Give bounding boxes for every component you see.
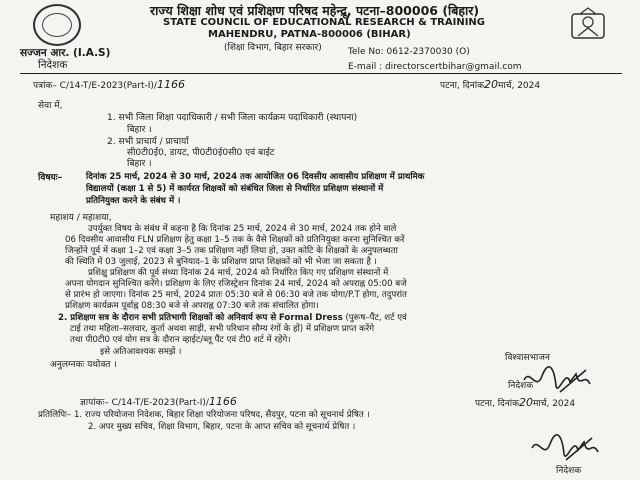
memo-date-day: 20 (519, 396, 534, 409)
para-2-line-3: से प्रारंभ हो जाएगा। दिनांक 25 मार्च, 2024 प्रातः 05:30 बजे से 06:30 बजे तक योगा/P.T होगा, तदुपरांत (65, 290, 407, 300)
bihar-seal-icon (568, 6, 608, 44)
header-title-hindi: राज्य शिक्षा शोध एवं प्रशिक्षण परिषद महेन्द्रू, पटना–800006 (बिहार) (150, 3, 480, 18)
email-address: E-mail : directorscertbihar@gmail.com (348, 62, 522, 72)
subject-line-1: दिनांक 25 मार्च, 2024 से 30 मार्च, 2024 तक आयोजित 06 दिवसीय आवासीय प्रशिक्षण में प्राथमिक (86, 172, 425, 182)
para-1-line-3: जिन्होंने पूर्व में कक्षा 1–2 एवं कक्षा 3–5 तक प्रशिक्षण नहीं लिया हो, उक्त कोटि के शिक्षकों के अनुपलब्धता (65, 246, 398, 256)
para-4: इसे अतिआवश्यक समझें । (100, 347, 182, 357)
header-divider (20, 73, 622, 74)
para-3-line-1-start: 2. प्रशिक्षण सत्र के दौरान सभी प्रतिभागी शिक्षकों को अनिवार्य रूप से (58, 313, 277, 323)
header-subtitle: (शिक्षा विभाग, बिहार सरकार) (224, 43, 322, 53)
letter-number-handwritten: 1166 (156, 78, 185, 91)
nideshak-label-1: निदेशक (508, 381, 534, 391)
para-3-line-1-end: (पुरूष–पैंट, शर्ट एवं (345, 313, 407, 323)
nideshak-label-2: निदेशक (556, 466, 582, 476)
memo-number-handwritten: 1166 (208, 395, 237, 408)
para-1-line-1: उपर्युक्त विषय के संबंध में कहना है कि दिनांक 25 मार्च, 2024 से 30 मार्च, 2024 तक होने वाले (88, 224, 397, 234)
para-2-line-4: प्रशिक्षण कार्यक्रम पूर्वाह्न 08:30 बजे से अपराह्न 07:30 बजे तक संचालित होगा। (65, 301, 319, 311)
memo-date-suffix: मार्च, 2024 (533, 399, 576, 409)
salutation: महाशय / महाशया, (50, 213, 112, 223)
para-2-line-1: प्रशिक्षु प्रशिक्षण की पूर्व संध्या दिनांक 24 मार्च, 2024 को निर्धारित किए गए प्रशिक्षण संस्थानों में (88, 268, 389, 278)
header-title-english: STATE COUNCIL OF EDUCATIONAL RESEARCH & TRAINING (163, 17, 486, 28)
para-1-line-4: की स्थिति में 03 जुलाई, 2023 से बुनियाद–1 के प्रशिक्षण प्राप्त शिक्षकों को भी भेजा जा सकता है । (65, 257, 377, 267)
addressee-2-line-3: बिहार । (127, 159, 152, 169)
copy-line-1: प्रतिलिपिः– 1. राज्य परियोजना निदेशक, बिहार शिक्षा परियोजना परिषद, सैदपुर, पटना को सूचनार्थ प्रेषित । (38, 410, 370, 420)
copy-line-2: 2. अपर मुख्य सचिव, शिक्षा विभाग, बिहार, पटना के आप्त सचिव को सूचनार्थ प्रेषित । (88, 422, 356, 432)
addressee-1-line-2: बिहार । (127, 125, 152, 135)
addressee-2-line-1: 2. सभी प्राचार्य / प्राचार्या (107, 137, 189, 147)
memo-number-prefix: ज्ञापांकः– C/14-T/E-2023(Part-I)/ (80, 398, 209, 408)
subject-label: विषयः– (38, 173, 63, 183)
memo-date-prefix: पटना, दिनांक (475, 399, 520, 409)
formal-dress-text: Formal Dress (278, 313, 343, 323)
sender-name: सज्जन आर. (I.A.S) (20, 47, 111, 59)
letter-number-prefix: पत्रांक– C/14-T/E-2023(Part-I)/ (33, 81, 157, 91)
sender-designation: निदेशक (38, 59, 68, 71)
para-3-line-2: टाई तथा महिला–सलवार, कुर्ता अथवा साड़ी, सभी परिधान सौम्य रंगों के हों) में प्रशिक्षण प्राप्त करेंगे (70, 324, 375, 334)
para-2-line-2: अपना योगदान सुनिश्चित करेंगे। प्रशिक्षण के लिए रजिस्ट्रेशन दिनांक 24 मार्च, 2024 को अपराह्न 05:00 बजे (65, 279, 407, 289)
subject-line-3: प्रतिनियुक्त करने के संबंध में । (86, 196, 181, 206)
memo-number (80, 395, 237, 408)
subject-line-2: विद्यालयों (कक्षा 1 से 5) में कार्यरत शिक्षकों को संबंधित जिला से निर्धारित प्रशिक्षण संस्थानों में (86, 184, 384, 194)
letter-date-prefix: पटना, दिनांक (440, 81, 485, 91)
letter-date-suffix: मार्च, 2024 (498, 81, 541, 91)
closing-enclosure: अनुलग्नकः यथोक्त । (50, 360, 117, 370)
memo-date (475, 396, 575, 409)
letter-date-day: 20 (484, 78, 499, 91)
seva-me: सेवा में, (38, 101, 63, 111)
letter-number (33, 78, 185, 91)
vishwasbhajan-label: विश्वासभाजन (505, 353, 550, 363)
para-1-line-2: 06 दिवसीय आवासीय FLN प्रशिक्षण हेतु कक्षा 1–5 तक के वैसे शिक्षकों को प्रतिनियुक्त करना सुनिश्चित करें (65, 235, 405, 245)
addressee-2-line-2: सी0टी0ई0, डायट, पी0टी0ई0सी0 एवं बाईट (127, 148, 275, 158)
para-3-line-3: तथा पी0टी0 एवं योग सत्र के दौरान व्हाईट/ब्लू पैंट एवं टी0 शर्ट में रहेंगे। (70, 335, 291, 345)
scert-emblem-icon (33, 4, 81, 46)
letter-date (440, 78, 540, 91)
telephone-number: Tele No: 0612-2370030 (O) (348, 47, 470, 57)
addressee-1-line-1: 1. सभी जिला शिक्षा पदाधिकारी / सभी जिला कार्यक्रम पदाधिकारी (स्थापना) (107, 113, 358, 123)
header-address: MAHENDRU, PATNA-800006 (BIHAR) (208, 29, 411, 40)
